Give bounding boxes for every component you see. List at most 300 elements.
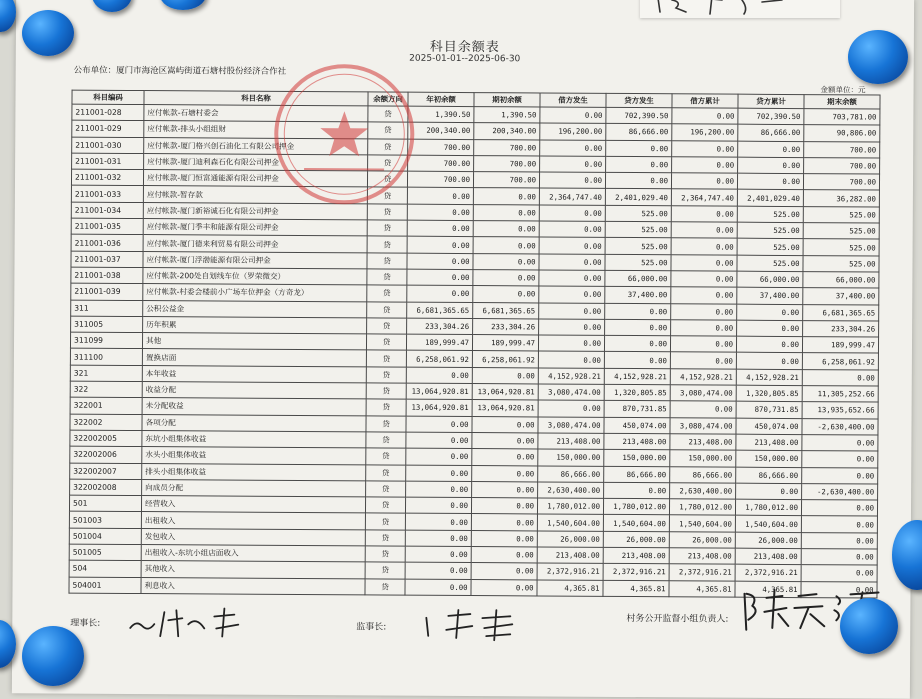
- account-code-cell: 322: [70, 381, 142, 398]
- credit-amount-cell: 150,000.00: [604, 450, 670, 467]
- credit-amount-cell: 702,390.50: [606, 107, 672, 124]
- debit-amount-cell: 0.00: [539, 270, 605, 287]
- credit-amount-cell: 0.00: [606, 156, 672, 173]
- opening-period-balance-cell: 0.00: [471, 498, 537, 515]
- opening-year-balance-cell: 0.00: [406, 416, 472, 433]
- opening-period-balance-cell: 0.00: [471, 530, 537, 547]
- credit-amount-cell: 0.00: [605, 303, 671, 320]
- opening-year-balance-cell: 0.00: [407, 220, 473, 237]
- balance-direction-cell: 贷: [367, 171, 407, 188]
- column-header: 期末余额: [804, 95, 880, 109]
- opening-year-balance-cell: 0.00: [407, 253, 473, 270]
- debit-amount-cell: 86,666.00: [538, 465, 604, 482]
- credit-cumulative-cell: 525.00: [737, 206, 803, 223]
- credit-amount-cell: 2,401,029.40: [605, 189, 671, 206]
- magnet-top-left: [22, 10, 74, 56]
- credit-amount-cell: 525.00: [605, 254, 671, 271]
- closing-balance-cell: 233,304.26: [803, 320, 879, 337]
- report-period: 2025-01-01--2025-06-30: [409, 53, 521, 65]
- credit-amount-cell: 525.00: [605, 205, 671, 222]
- account-code-cell: 311: [71, 300, 143, 317]
- credit-amount-cell: 37,400.00: [605, 287, 671, 304]
- credit-amount-cell: 66,000.00: [605, 270, 671, 287]
- balance-direction-cell: 贷: [366, 416, 406, 433]
- opening-year-balance-cell: 0.00: [405, 579, 471, 596]
- account-name-cell: 水头小组集体收益: [142, 447, 366, 465]
- balance-direction-cell: 贷: [367, 236, 407, 253]
- account-name-cell: 应付帐款-厦门迪利森石化有限公司押金: [144, 153, 368, 171]
- table-body: [69, 104, 880, 598]
- balance-direction-cell: 贷: [368, 106, 408, 123]
- account-code-cell: 322002007: [70, 463, 142, 480]
- credit-cumulative-cell: 525.00: [737, 255, 803, 272]
- account-code-cell: 211001-036: [71, 234, 143, 251]
- opening-period-balance-cell: 0.00: [473, 253, 539, 270]
- credit-cumulative-cell: 2,401,029.40: [737, 190, 803, 207]
- closing-balance-cell: 0.00: [801, 500, 877, 517]
- balance-direction-cell: 贷: [367, 301, 407, 318]
- debit-amount-cell: 150,000.00: [538, 449, 604, 466]
- debit-cumulative-cell: 0.00: [671, 287, 737, 304]
- credit-cumulative-cell: 4,365.81: [735, 581, 801, 598]
- opening-year-balance-cell: 6,681,365.65: [407, 302, 473, 319]
- account-name-cell: 出租收入: [141, 512, 365, 530]
- account-code-cell: 504: [69, 560, 141, 577]
- credit-cumulative-cell: 86,666.00: [736, 467, 802, 484]
- credit-cumulative-cell: 450,074.00: [736, 418, 802, 435]
- balance-direction-cell: 贷: [367, 187, 407, 204]
- debit-amount-cell: 0.00: [540, 156, 606, 173]
- amount-unit: 金额单位：元: [820, 85, 866, 95]
- village-supervisor-label: 村务公开监督小组负责人:: [626, 614, 729, 625]
- balance-direction-cell: 贷: [366, 432, 406, 449]
- credit-amount-cell: 525.00: [605, 238, 671, 255]
- account-name-cell: 应付帐款-厦门新裕诚石化有限公司押金: [143, 202, 367, 220]
- opening-year-balance-cell: 0.00: [405, 562, 471, 579]
- debit-amount-cell: 2,372,916.21: [537, 563, 603, 580]
- debit-cumulative-cell: 0.00: [670, 336, 736, 353]
- account-code-cell: 211001-039: [71, 283, 143, 300]
- credit-cumulative-cell: 4,152,928.21: [736, 369, 802, 386]
- debit-amount-cell: 0.00: [539, 286, 605, 303]
- closing-balance-cell: -2,630,400.00: [802, 418, 878, 435]
- opening-period-balance-cell: 189,999.47: [472, 335, 538, 352]
- opening-year-balance-cell: 0.00: [406, 465, 472, 482]
- account-name-cell: 各项分配: [142, 414, 366, 432]
- debit-cumulative-cell: 0.00: [672, 157, 738, 174]
- debit-amount-cell: 196,200.00: [540, 123, 606, 140]
- opening-period-balance-cell: 0.00: [473, 286, 539, 303]
- account-name-cell: 经营收入: [141, 496, 365, 514]
- opening-year-balance-cell: 6,258,061.92: [406, 351, 472, 368]
- balance-direction-cell: 贷: [367, 318, 407, 335]
- account-code-cell: 501005: [69, 544, 141, 561]
- credit-amount-cell: 0.00: [605, 319, 671, 336]
- credit-amount-cell: 0.00: [604, 352, 670, 369]
- debit-amount-cell: 1,540,604.00: [537, 514, 603, 531]
- debit-cumulative-cell: 213,408.00: [670, 434, 736, 451]
- debit-amount-cell: 213,408.00: [538, 433, 604, 450]
- closing-balance-cell: 189,999.47: [802, 337, 878, 354]
- opening-period-balance-cell: 0.00: [472, 432, 538, 449]
- account-name-cell: 未分配收益: [142, 398, 366, 416]
- opening-period-balance-cell: 0.00: [471, 547, 537, 564]
- opening-year-balance-cell: 0.00: [406, 481, 472, 498]
- debit-cumulative-cell: 0.00: [671, 173, 737, 190]
- account-name-cell: 应付帐款-厦门季丰和能源有限公司押金: [143, 219, 367, 237]
- opening-year-balance-cell: 0.00: [405, 546, 471, 563]
- credit-cumulative-cell: 1,780,012.00: [735, 499, 801, 516]
- account-code-cell: 211001-028: [72, 104, 144, 121]
- debit-amount-cell: 0.00: [539, 221, 605, 238]
- debit-amount-cell: 4,152,928.21: [538, 368, 604, 385]
- balance-direction-cell: 贷: [366, 383, 406, 400]
- chairman-label: 理事长:: [70, 618, 101, 629]
- account-name-cell: 应付帐款-厦门格兴创石油化工有限公司押金: [144, 137, 368, 155]
- debit-cumulative-cell: 26,000.00: [669, 531, 735, 548]
- account-name-cell: 其他收入: [141, 561, 365, 579]
- credit-amount-cell: 870,731.85: [604, 401, 670, 418]
- debit-cumulative-cell: 2,372,916.21: [669, 564, 735, 581]
- column-header: 借方累计: [672, 94, 738, 108]
- opening-year-balance-cell: 200,340.00: [408, 122, 474, 139]
- opening-year-balance-cell: 13,064,920.81: [406, 399, 472, 416]
- closing-balance-cell: 0.00: [801, 581, 877, 598]
- ledger-sheet: [12, 0, 914, 699]
- account-name-cell: 公积公益金: [143, 300, 367, 318]
- publishing-unit: 公布单位：厦门市海沧区嵩屿街道石塘村股份经济合作社: [73, 65, 287, 77]
- magnet-bottom-right: [840, 598, 898, 654]
- credit-amount-cell: 86,666.00: [606, 124, 672, 141]
- supervisor-label: 监事长:: [356, 622, 387, 633]
- credit-cumulative-cell: 0.00: [737, 320, 803, 337]
- debit-amount-cell: 4,365.81: [537, 580, 603, 597]
- credit-amount-cell: 0.00: [605, 173, 671, 190]
- account-name-cell: 历年积累: [143, 316, 367, 334]
- debit-cumulative-cell: 0.00: [671, 320, 737, 337]
- account-code-cell: 322002008: [70, 479, 142, 496]
- debit-cumulative-cell: 0.00: [670, 352, 736, 369]
- account-name-cell: 置换店面: [142, 349, 366, 367]
- debit-cumulative-cell: 0.00: [671, 206, 737, 223]
- credit-cumulative-cell: 2,372,916.21: [735, 564, 801, 581]
- debit-amount-cell: 26,000.00: [537, 531, 603, 548]
- account-name-cell: 发包收入: [141, 528, 365, 546]
- column-header: 余额方向: [368, 92, 408, 106]
- debit-cumulative-cell: 0.00: [671, 303, 737, 320]
- account-name-cell: 应付帐款-厦门浮渤能源有限公司押金: [143, 251, 367, 269]
- closing-balance-cell: 525.00: [803, 255, 879, 272]
- opening-year-balance-cell: 0.00: [407, 237, 473, 254]
- debit-cumulative-cell: 86,666.00: [670, 466, 736, 483]
- opening-year-balance-cell: 189,999.47: [406, 334, 472, 351]
- balance-direction-cell: 贷: [365, 562, 405, 579]
- debit-amount-cell: 0.00: [539, 172, 605, 189]
- credit-cumulative-cell: 0.00: [738, 157, 804, 174]
- balance-direction-cell: 贷: [367, 220, 407, 237]
- debit-amount-cell: 0.00: [540, 107, 606, 124]
- column-header: 科目编码: [72, 90, 144, 104]
- account-name-cell: 应付帐款-石塘村委会: [144, 105, 368, 123]
- balance-direction-cell: 贷: [365, 579, 405, 596]
- account-code-cell: 211001-038: [71, 267, 143, 284]
- debit-cumulative-cell: 0.00: [670, 401, 736, 418]
- opening-period-balance-cell: 0.00: [472, 416, 538, 433]
- account-code-cell: 211001-033: [71, 186, 143, 203]
- opening-year-balance-cell: 0.00: [405, 530, 471, 547]
- account-code-cell: 322001: [70, 397, 142, 414]
- column-header: 科目名称: [144, 91, 368, 106]
- opening-period-balance-cell: 700.00: [474, 155, 540, 172]
- magnet-bottom-left: [22, 626, 84, 686]
- credit-cumulative-cell: 0.00: [736, 336, 802, 353]
- credit-cumulative-cell: 86,666.00: [738, 124, 804, 141]
- closing-balance-cell: 0.00: [801, 532, 877, 549]
- opening-period-balance-cell: 700.00: [473, 172, 539, 189]
- opening-period-balance-cell: 0.00: [472, 449, 538, 466]
- credit-cumulative-cell: 0.00: [738, 141, 804, 158]
- opening-period-balance-cell: 13,064,920.81: [472, 400, 538, 417]
- opening-year-balance-cell: 0.00: [405, 514, 471, 531]
- account-name-cell: 应付帐款-厦门恒富通能源有限公司押金: [143, 170, 367, 188]
- account-name-cell: 排头小组集体收益: [142, 463, 366, 481]
- account-code-cell: 501004: [69, 528, 141, 545]
- opening-year-balance-cell: 700.00: [408, 155, 474, 172]
- account-name-cell: 收益分配: [142, 382, 366, 400]
- closing-balance-cell: 66,000.00: [803, 272, 879, 289]
- account-code-cell: 501: [69, 495, 141, 512]
- opening-year-balance-cell: 0.00: [406, 367, 472, 384]
- closing-balance-cell: -2,630,400.00: [802, 483, 878, 500]
- balance-table: [68, 90, 880, 599]
- credit-cumulative-cell: 213,408.00: [735, 548, 801, 565]
- credit-amount-cell: 0.00: [606, 140, 672, 157]
- opening-period-balance-cell: 0.00: [471, 514, 537, 531]
- account-name-cell: 应付帐款-村委会楼前小广场车位押金（方奇龙）: [143, 284, 367, 302]
- credit-cumulative-cell: 1,320,805.85: [736, 385, 802, 402]
- closing-balance-cell: 700.00: [804, 157, 880, 174]
- chairman-signature: [124, 606, 264, 641]
- opening-period-balance-cell: 1,390.50: [474, 107, 540, 124]
- debit-cumulative-cell: 2,364,747.40: [671, 189, 737, 206]
- opening-period-balance-cell: 0.00: [473, 270, 539, 287]
- credit-cumulative-cell: 0.00: [736, 353, 802, 370]
- credit-amount-cell: 0.00: [604, 482, 670, 499]
- credit-amount-cell: 4,365.81: [603, 580, 669, 597]
- closing-balance-cell: 6,258,061.92: [802, 353, 878, 370]
- balance-direction-cell: 贷: [366, 350, 406, 367]
- balance-direction-cell: 贷: [365, 513, 405, 530]
- opening-period-balance-cell: 700.00: [474, 139, 540, 156]
- opening-period-balance-cell: 0.00: [473, 188, 539, 205]
- debit-amount-cell: 0.00: [539, 254, 605, 271]
- closing-balance-cell: 0.00: [802, 467, 878, 484]
- account-name-cell: 应付帐款-暂存款: [143, 186, 367, 204]
- opening-year-balance-cell: 0.00: [407, 188, 473, 205]
- opening-year-balance-cell: 0.00: [407, 204, 473, 221]
- account-code-cell: 311005: [71, 316, 143, 333]
- closing-balance-cell: 36,282.00: [803, 190, 879, 207]
- debit-amount-cell: 2,364,747.40: [539, 188, 605, 205]
- balance-direction-cell: 贷: [366, 367, 406, 384]
- account-code-cell: 211001-034: [71, 202, 143, 219]
- closing-balance-cell: 525.00: [803, 223, 879, 240]
- balance-direction-cell: 贷: [366, 334, 406, 351]
- credit-cumulative-cell: 870,731.85: [736, 402, 802, 419]
- debit-amount-cell: 0.00: [538, 335, 604, 352]
- opening-period-balance-cell: 13,064,920.81: [472, 384, 538, 401]
- debit-cumulative-cell: 0.00: [671, 222, 737, 239]
- account-name-cell: 应付帐款-200处自划线车位（罗荣微交）: [143, 268, 367, 286]
- debit-amount-cell: 3,080,474.00: [538, 417, 604, 434]
- account-code-cell: 501003: [69, 512, 141, 529]
- balance-direction-cell: 贷: [365, 530, 405, 547]
- top-paper-scrap: [640, 0, 840, 18]
- opening-year-balance-cell: 0.00: [406, 432, 472, 449]
- opening-year-balance-cell: 13,064,920.81: [406, 383, 472, 400]
- column-header: 期初余额: [474, 93, 540, 107]
- credit-amount-cell: 86,666.00: [604, 466, 670, 483]
- credit-amount-cell: 0.00: [604, 336, 670, 353]
- credit-cumulative-cell: 525.00: [737, 239, 803, 256]
- debit-cumulative-cell: 0.00: [671, 238, 737, 255]
- debit-cumulative-cell: 4,152,928.21: [670, 369, 736, 386]
- account-name-cell: 本年收益: [142, 365, 366, 383]
- account-name-cell: 应付帐款-厦门德来利贸易有限公司押金: [143, 235, 367, 253]
- closing-balance-cell: 700.00: [803, 174, 879, 191]
- closing-balance-cell: 0.00: [801, 516, 877, 533]
- balance-direction-cell: 贷: [367, 253, 407, 270]
- debit-cumulative-cell: 3,080,474.00: [670, 417, 736, 434]
- opening-period-balance-cell: 0.00: [472, 481, 538, 498]
- closing-balance-cell: 13,935,652.66: [802, 402, 878, 419]
- debit-amount-cell: 213,408.00: [537, 547, 603, 564]
- account-code-cell: 211001-032: [71, 169, 143, 186]
- account-name-cell: 应付帐款-排头小组组财: [144, 121, 368, 139]
- debit-cumulative-cell: 0.00: [672, 140, 738, 157]
- account-name-cell: 向成员分配: [142, 479, 366, 497]
- opening-year-balance-cell: 0.00: [405, 497, 471, 514]
- magnet-edge-left: [0, 0, 16, 32]
- column-header: 贷方发生: [606, 93, 672, 107]
- credit-cumulative-cell: 37,400.00: [737, 287, 803, 304]
- credit-amount-cell: 26,000.00: [603, 531, 669, 548]
- opening-year-balance-cell: 700.00: [408, 139, 474, 156]
- balance-direction-cell: 贷: [368, 155, 408, 172]
- credit-cumulative-cell: 26,000.00: [735, 532, 801, 549]
- debit-cumulative-cell: 1,540,604.00: [669, 515, 735, 532]
- debit-cumulative-cell: 150,000.00: [670, 450, 736, 467]
- credit-cumulative-cell: 66,000.00: [737, 271, 803, 288]
- debit-amount-cell: 0.00: [538, 351, 604, 368]
- credit-cumulative-cell: 213,408.00: [736, 434, 802, 451]
- debit-amount-cell: 3,080,474.00: [538, 384, 604, 401]
- debit-cumulative-cell: 3,080,474.00: [670, 385, 736, 402]
- credit-amount-cell: 525.00: [605, 221, 671, 238]
- credit-cumulative-cell: 150,000.00: [736, 450, 802, 467]
- debit-cumulative-cell: 213,408.00: [669, 548, 735, 565]
- account-code-cell: 311099: [70, 332, 142, 349]
- balance-direction-cell: 贷: [368, 139, 408, 156]
- closing-balance-cell: 525.00: [803, 239, 879, 256]
- balance-direction-cell: 贷: [366, 481, 406, 498]
- balance-direction-cell: 贷: [365, 497, 405, 514]
- opening-period-balance-cell: 0.00: [472, 465, 538, 482]
- account-name-cell: 东坑小组集体收益: [142, 430, 366, 448]
- column-header: 年初余额: [408, 92, 474, 106]
- credit-amount-cell: 213,408.00: [604, 433, 670, 450]
- closing-balance-cell: 37,400.00: [803, 288, 879, 305]
- closing-balance-cell: 525.00: [803, 206, 879, 223]
- debit-cumulative-cell: 0.00: [672, 108, 738, 125]
- debit-amount-cell: 2,630,400.00: [538, 482, 604, 499]
- balance-direction-cell: 贷: [366, 448, 406, 465]
- credit-cumulative-cell: 1,540,604.00: [735, 516, 801, 533]
- credit-cumulative-cell: 525.00: [737, 222, 803, 239]
- balance-direction-cell: 贷: [367, 285, 407, 302]
- balance-direction-cell: 贷: [367, 269, 407, 286]
- closing-balance-cell: 703,781.00: [804, 109, 880, 126]
- balance-direction-cell: 贷: [365, 546, 405, 563]
- account-code-cell: 211001-030: [72, 137, 144, 154]
- opening-year-balance-cell: 1,390.50: [408, 106, 474, 123]
- opening-period-balance-cell: 0.00: [471, 563, 537, 580]
- balance-direction-cell: 贷: [366, 399, 406, 416]
- opening-year-balance-cell: 0.00: [406, 448, 472, 465]
- closing-balance-cell: 0.00: [801, 565, 877, 582]
- debit-amount-cell: 0.00: [539, 205, 605, 222]
- account-name-cell: 出租收入-东坑小组店面收入: [141, 545, 365, 563]
- closing-balance-cell: 0.00: [802, 451, 878, 468]
- credit-amount-cell: 1,320,805.85: [604, 384, 670, 401]
- column-header: 借方发生: [540, 93, 606, 107]
- opening-period-balance-cell: 233,304.26: [473, 318, 539, 335]
- debit-amount-cell: 0.00: [540, 140, 606, 157]
- account-code-cell: 211001-035: [71, 218, 143, 235]
- credit-amount-cell: 1,540,604.00: [603, 515, 669, 532]
- account-code-cell: 321: [70, 365, 142, 382]
- credit-cumulative-cell: 0.00: [737, 304, 803, 321]
- debit-cumulative-cell: 0.00: [671, 254, 737, 271]
- opening-year-balance-cell: 700.00: [407, 171, 473, 188]
- opening-period-balance-cell: 0.00: [473, 237, 539, 254]
- magnet-top-right: [848, 30, 908, 84]
- credit-cumulative-cell: 0.00: [736, 483, 802, 500]
- opening-year-balance-cell: 0.00: [407, 269, 473, 286]
- credit-cumulative-cell: 0.00: [737, 173, 803, 190]
- debit-amount-cell: 0.00: [539, 303, 605, 320]
- credit-amount-cell: 450,074.00: [604, 417, 670, 434]
- credit-cumulative-cell: 702,390.50: [738, 108, 804, 125]
- debit-cumulative-cell: 0.00: [671, 271, 737, 288]
- account-code-cell: 322002: [70, 414, 142, 431]
- debit-amount-cell: 0.00: [539, 319, 605, 336]
- debit-cumulative-cell: 2,630,400.00: [670, 483, 736, 500]
- credit-amount-cell: 4,152,928.21: [604, 368, 670, 385]
- debit-amount-cell: 1,780,012.00: [537, 498, 603, 515]
- opening-period-balance-cell: 200,340.00: [474, 123, 540, 140]
- account-code-cell: 322002005: [70, 430, 142, 447]
- debit-cumulative-cell: 196,200.00: [672, 124, 738, 141]
- opening-period-balance-cell: 0.00: [472, 367, 538, 384]
- column-header: 贷方累计: [738, 94, 804, 108]
- supervisor-signature: [420, 608, 540, 643]
- account-code-cell: 311100: [70, 349, 142, 366]
- credit-amount-cell: 2,372,916.21: [603, 564, 669, 581]
- debit-cumulative-cell: 4,365.81: [669, 580, 735, 597]
- opening-period-balance-cell: 6,681,365.65: [473, 302, 539, 319]
- closing-balance-cell: 0.00: [802, 435, 878, 452]
